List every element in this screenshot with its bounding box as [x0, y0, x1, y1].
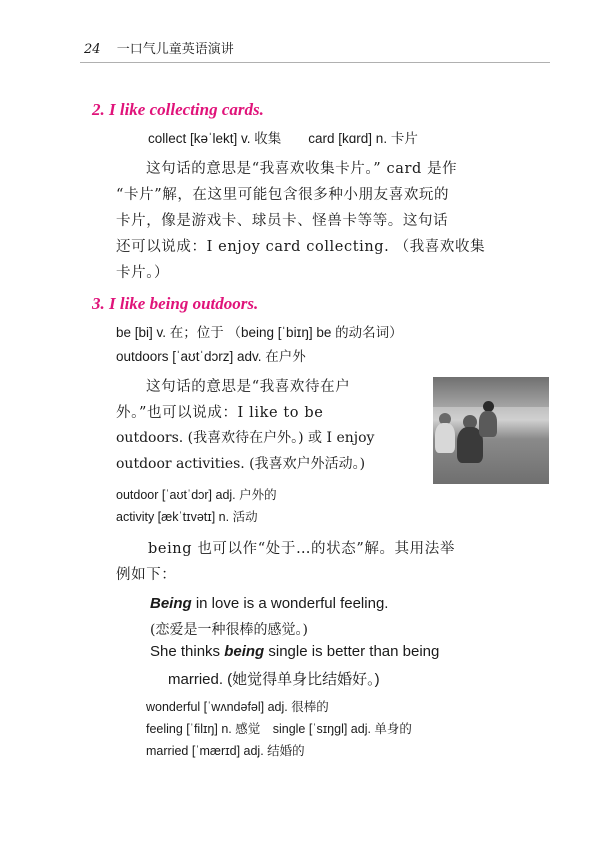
section-3-vocab2-line: activity [ækˈtɪvətɪ] n. 活动 — [116, 510, 258, 524]
section-3-para-line: 这句话的意思是“我喜欢待在户 — [146, 379, 351, 395]
section-3-vocab3-line: married [ˈmærɪd] adj. 结婚的 — [146, 744, 305, 758]
example-2-line2: married. (她觉得单身比结婚好。) — [168, 671, 380, 688]
section-3-vocab3-line: feeling [ˈfilɪŋ] n. 感觉 single [ˈsɪŋgl] adj. 单身的 — [146, 722, 412, 736]
section-2-para-line: 卡片，像是游戏卡、球员卡、怪兽卡等等。这句话 — [116, 213, 449, 229]
children-running-photo — [433, 377, 549, 484]
section-3-heading: 3. I like being outdoors. — [92, 294, 259, 313]
example-1-bold: Being — [150, 595, 192, 612]
section-2-vocab: collect [kəˈlekt] v. 收集 card [kɑrd] n. 卡片 — [148, 131, 418, 146]
section-3-vocab3-line: wonderful [ˈwʌndəfəl] adj. 很棒的 — [146, 700, 329, 714]
example-1 — [150, 595, 388, 612]
being-para-line: being 也可以作“处于…的状态”解。其用法举 — [148, 541, 455, 557]
section-3-para-line: outdoors. (我喜欢待在户外。) 或 I enjoy — [116, 430, 375, 446]
section-2-para-line: 这句话的意思是“我喜欢收集卡片。” card 是作 — [146, 161, 458, 177]
section-3-vocab-line: outdoors [ˈaʊtˈdɔrz] adv. 在户外 — [116, 349, 306, 364]
example-2-pre: She thinks — [150, 643, 225, 660]
section-2-para-line: 还可以说成：I enjoy card collecting. （我喜欢收集 — [116, 239, 486, 255]
page-header — [84, 38, 234, 57]
section-3-vocab-line: be [bi] v. 在；位于 （being [ˈbiɪŋ] be 的动名词） — [116, 325, 403, 340]
section-2-heading: 2. I like collecting cards. — [92, 100, 264, 119]
example-2-post: single is better than being — [264, 643, 440, 660]
example-1-translation: (恋爱是一种很棒的感觉。) — [150, 622, 308, 638]
book-title: 一口气儿童英语演讲 — [116, 42, 234, 57]
example-2-bold: being — [224, 643, 265, 660]
example-2 — [150, 643, 439, 660]
example-1-rest: in love is a wonderful feeling. — [191, 595, 389, 612]
being-para-line: 例如下： — [116, 567, 177, 583]
page-number: 24 — [84, 42, 101, 57]
section-3-vocab2-line: outdoor [ˈaʊtˈdɔr] adj. 户外的 — [116, 488, 277, 502]
section-3-para-line: outdoor activities. (我喜欢户外活动。) — [116, 456, 366, 472]
section-2-para-line: “卡片”解，在这里可能包含很多种小朋友喜欢玩的 — [116, 187, 450, 203]
section-3-para-line: 外。”也可以说成：I like to be — [116, 405, 324, 421]
section-2-para-line: 卡片。） — [116, 265, 170, 281]
header-rule — [80, 62, 550, 63]
